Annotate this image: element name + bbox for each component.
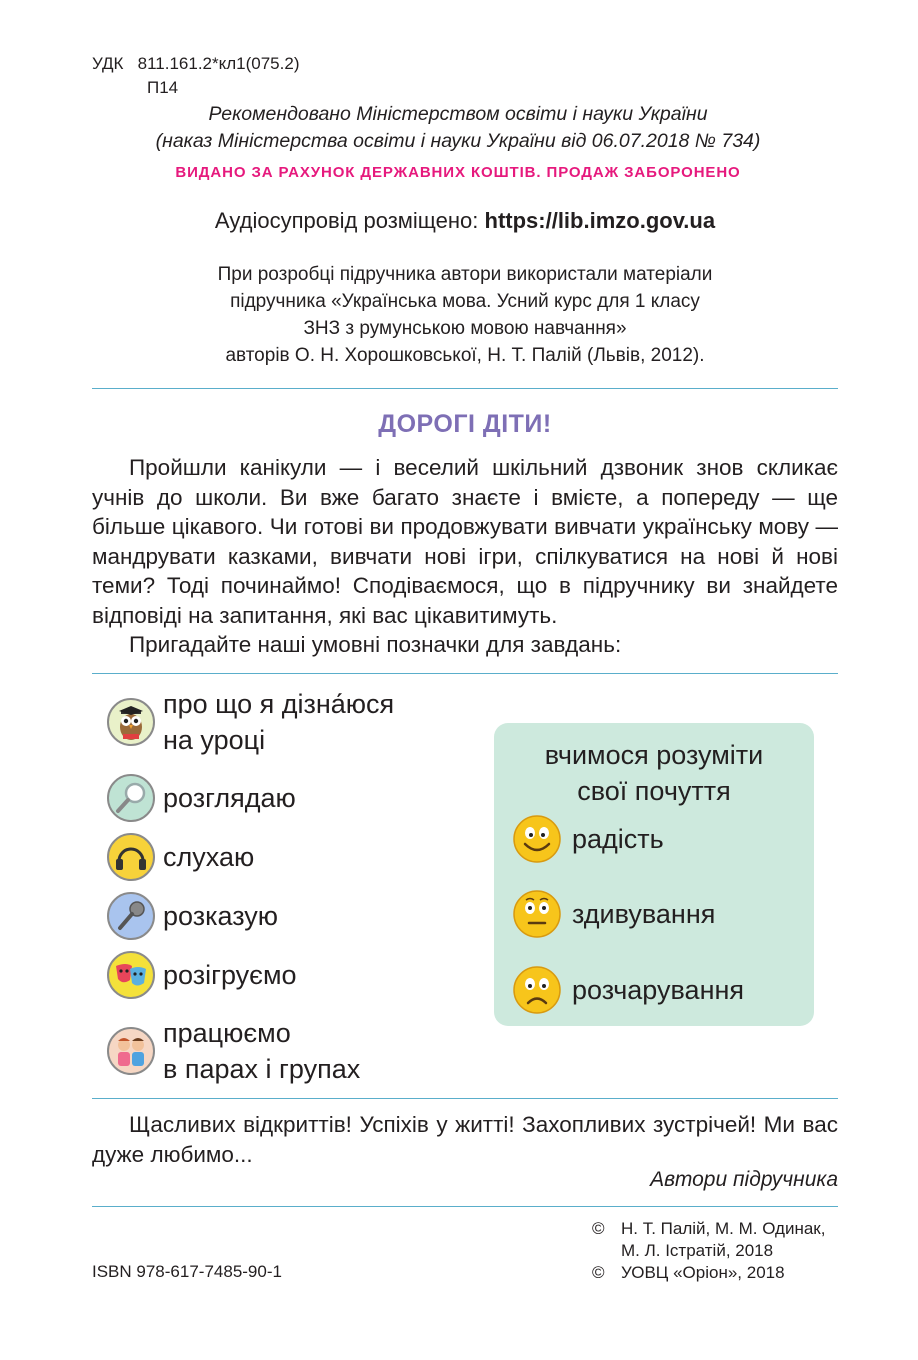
audio-notice xyxy=(92,208,838,234)
recommendation xyxy=(92,101,824,155)
udk-code: 811.161.2*кл1(075.2) xyxy=(137,54,300,73)
copyright-authors: Н. Т. Палій, М. М. Одинак, xyxy=(621,1219,826,1238)
based-on-line: ЗНЗ з румунською мовою навчання» xyxy=(303,318,627,339)
legend-item-learn xyxy=(107,686,394,758)
emotions-title-line: свої почуття xyxy=(577,776,731,806)
happy-face-icon xyxy=(512,814,562,864)
divider xyxy=(92,673,838,674)
legend-label: в парах і групах xyxy=(163,1054,361,1084)
legend-intro: Пригадайте наші умовні позначки для завдань: xyxy=(129,632,622,657)
copyright-publisher: УОВЦ «Оріон», 2018 xyxy=(621,1263,785,1282)
udk-label: УДК xyxy=(92,54,124,73)
audio-link[interactable]: https://lib.imzo.gov.ua xyxy=(484,208,716,233)
copyright-block xyxy=(592,1218,825,1284)
legend-item-groups xyxy=(107,1015,360,1087)
microphone-icon xyxy=(107,892,155,940)
legend-label: працюємо xyxy=(163,1018,291,1048)
emotion-label: розчарування xyxy=(572,974,745,1005)
legend-label: на уроці xyxy=(163,725,266,755)
legend-item-tell xyxy=(107,892,278,940)
copyright-symbol: © xyxy=(592,1263,605,1282)
order-line: (наказ Міністерства освіти і науки України від 06.07.2018 № 734) xyxy=(155,130,761,152)
intro-paragraph: Пройшли канікули — і веселий шкільний дзвоник знов скликає учнів до школи. Ви вже багато знаєте і вмієте, а попереду — ще більше цікавого. Чи готові ви продовжувати вивчати українську мову — мандрувати казками, вивчати нові ігри, спілкуватися на нові й нові теми? Тоді починаймо! Сподіваємося, що в підручнику ви знайдете відповіді на запитання, які вас цікавитимуть. xyxy=(92,455,838,628)
copyright-symbol: © xyxy=(592,1219,605,1238)
closing-wishes: Щасливих відкриттів! Успіхів у житті! Захопливих зустрічей! Ми вас дуже любимо... xyxy=(92,1112,838,1167)
recommendation-line: Рекомендовано Міністерством освіти і науки України xyxy=(208,103,708,125)
page-heading: ДОРОГІ ДІТИ! xyxy=(378,410,552,438)
emotion-label: здивування xyxy=(572,898,716,929)
audio-label: Аудіосупровід розміщено: xyxy=(214,208,485,233)
emotions-title xyxy=(494,737,814,809)
legend-item-look xyxy=(107,774,296,822)
legend-label: розглядаю xyxy=(163,783,296,813)
legend-item-act xyxy=(107,951,297,999)
legend-label: слухаю xyxy=(163,842,255,872)
children-icon xyxy=(107,1027,155,1075)
divider xyxy=(92,388,838,389)
free-distribution-notice: ВИДАНО ЗА РАХУНОК ДЕРЖАВНИХ КОШТІВ. ПРОДАЖ ЗАБОРОНЕНО xyxy=(175,164,741,181)
emotion-label: радість xyxy=(572,823,664,854)
based-on-text xyxy=(92,261,838,369)
emotions-title-line: вчимося розуміти xyxy=(544,740,764,770)
emotion-item-joy xyxy=(512,814,664,864)
based-on-line: авторів О. Н. Хорошковської, Н. Т. Палій (Львів, 2012). xyxy=(225,345,705,366)
based-on-line: При розробці підручника автори використали матеріали xyxy=(217,264,713,285)
divider xyxy=(92,1098,838,1099)
theatre-masks-icon xyxy=(107,951,155,999)
isbn: ISBN 978-617-7485-90-1 xyxy=(92,1262,282,1281)
authors-signature: Автори підручника xyxy=(650,1168,838,1191)
legend-label: розігруємо xyxy=(163,960,297,990)
emotion-item-disappointment xyxy=(512,965,744,1015)
legend-label: про що я дізна́юся xyxy=(163,689,395,719)
based-on-line: підручника «Українська мова. Усний курс для 1 класу xyxy=(230,291,700,312)
divider xyxy=(92,1206,838,1207)
copyright-authors: М. Л. Істратій, 2018 xyxy=(621,1241,774,1260)
intro-text xyxy=(92,453,838,660)
emotions-panel xyxy=(494,723,814,1026)
magnifier-icon xyxy=(107,774,155,822)
closing-text xyxy=(92,1110,838,1169)
udk-line xyxy=(92,52,299,76)
headphones-icon xyxy=(107,833,155,881)
owl-icon xyxy=(107,698,155,746)
legend-label: розказую xyxy=(163,901,279,931)
emotion-item-surprise xyxy=(512,889,715,939)
udk-block xyxy=(92,52,299,100)
surprised-face-icon xyxy=(512,889,562,939)
sad-face-icon xyxy=(512,965,562,1015)
bbk-code: П14 xyxy=(147,78,179,97)
legend-item-listen xyxy=(107,833,254,881)
